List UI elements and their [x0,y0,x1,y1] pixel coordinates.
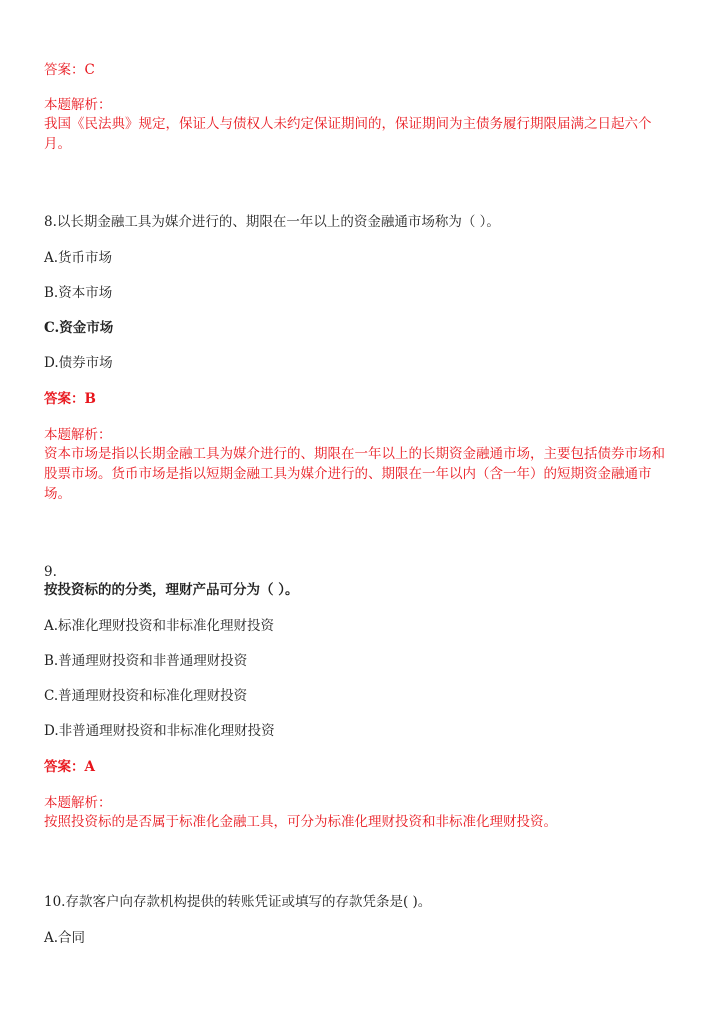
q9-answer: 答案：A [44,759,95,775]
q7-explanation-title: 本题解析： [44,97,112,113]
q9-option-d: D.非普通理财投资和非标准化理财投资 [44,723,275,739]
q9-option-c: C.普通理财投资和标准化理财投资 [44,688,248,704]
q9-explanation: 按照投资标的是否属于标准化金融工具，可分为标准化理财投资和非标准化理财投资。 [44,814,557,830]
q9-question: 按投资标的的分类，理财产品可分为（ ）。 [44,582,299,598]
q8-option-c: C.资金市场 [44,320,114,336]
q7-answer: 答案：C [44,62,95,78]
q10-option-a: A.合同 [44,930,86,946]
q8-option-a: A.货币市场 [44,250,113,266]
q9-explanation-title: 本题解析： [44,795,112,811]
q9-number: 9. [44,564,57,580]
q8-question: 8.以长期金融工具为媒介进行的、期限在一年以上的资金融通市场称为（ ）。 [44,214,500,230]
q8-answer: 答案：B [44,391,96,407]
q8-option-b: B.资本市场 [44,285,113,301]
q8-explanation: 资本市场是指以长期金融工具为媒介进行的、期限在一年以上的长期资金融通市场，主要包括债券市场和股票市场。货币市场是指以短期金融工具为媒介进行的、期限在一年以内（含一年）的短期资金融通市场。 [44,446,665,502]
q8-option-d: D.债券市场 [44,355,113,371]
q9-option-b: B.普通理财投资和非普通理财投资 [44,653,248,669]
q10-question: 10.存款客户向存款机构提供的转账凭证或填写的存款凭条是( )。 [44,894,432,910]
q9-option-a: A.标准化理财投资和非标准化理财投资 [44,618,275,634]
q7-explanation: 我国《民法典》规定，保证人与债权人未约定保证期间的，保证期间为主债务履行期限届满之日起六个月。 [44,116,652,152]
q8-explanation-title: 本题解析： [44,427,112,443]
